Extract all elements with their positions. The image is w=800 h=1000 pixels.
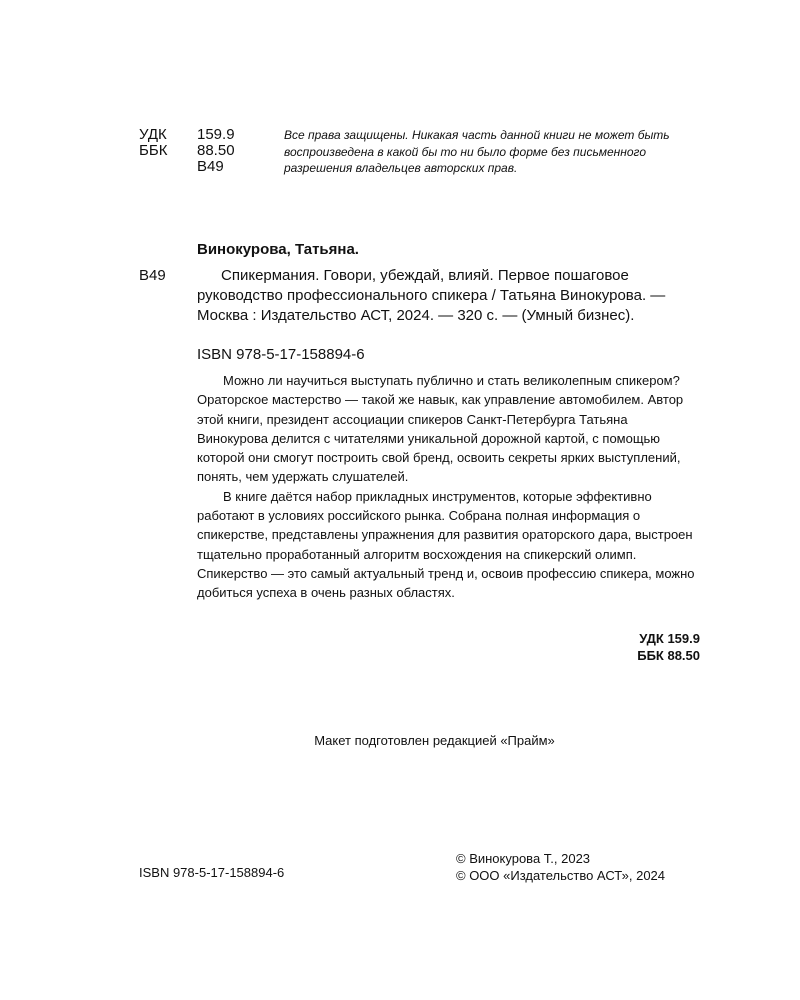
classification-codes: [197, 127, 235, 175]
annotation-paragraph-2: В книге даётся набор прикладных инструментов, которые эффективно работают в условиях российского рынка. Собрана полная информация о спикерстве, представлены упражнения для развития ораторского дара, выстроен тщательно проработанный алгоритм восхождения на спикерский олимп. Спикерство — это самый актуальный тренд и, освоив профессию спикера, можно добиться успеха в очень разных областях.: [197, 488, 695, 601]
bbk-code: 88.50: [197, 142, 235, 159]
copyright-author: © Винокурова Т., 2023: [456, 851, 591, 866]
bbk-right: ББК 88.50: [637, 648, 700, 663]
catalog-code: В49: [139, 267, 166, 284]
prepared-by: Макет подготовлен редакцией «Прайм»: [314, 733, 555, 748]
udk-code: 159.9: [197, 126, 235, 143]
annotation-paragraph-1: Можно ли научиться выступать публично и стать великолепным спикером? Ораторское мастерство — такой же навык, как управление автомобилем. Автор этой книги, президент ассоциации спикеров Санкт-Петербурга Татьяна Винокурова делится с читателями уникальной дорожной картой, с помощью которой они смогут построить свой бренд, освоить секреты ярких выступлений, понять, чем удержать слушателей.: [197, 373, 684, 485]
bbk-label: ББК: [139, 142, 168, 159]
classification-labels: [139, 127, 167, 159]
copyright-publisher: © ООО «Издательство АСТ», 2024: [456, 868, 666, 883]
udk-right: УДК 159.9: [639, 631, 700, 646]
isbn-bottom: ISBN 978-5-17-158894-6: [139, 865, 285, 880]
author-mark: В49: [197, 158, 224, 175]
catalog-isbn: ISBN 978-5-17-158894-6: [197, 346, 365, 363]
rights-notice: Все права защищены. Никакая часть данной книги не может быть воспроизведена в какой бы то ни было форме без письменного разрешения владельцев авторских прав.: [284, 128, 670, 175]
classification-codes-right: [520, 630, 700, 664]
catalog-title-entry: Спикермания. Говори, убеждай, влияй. Первое пошаговое руководство профессионального спикера / Татьяна Винокурова. — Москва : Издательство АСТ, 2024. — 320 с. — (Умный бизнес).: [197, 267, 666, 324]
copyright-block: [456, 850, 665, 884]
catalog-author: Винокурова, Татьяна.: [197, 241, 359, 258]
annotation: [197, 371, 702, 603]
udk-label: УДК: [139, 126, 167, 143]
